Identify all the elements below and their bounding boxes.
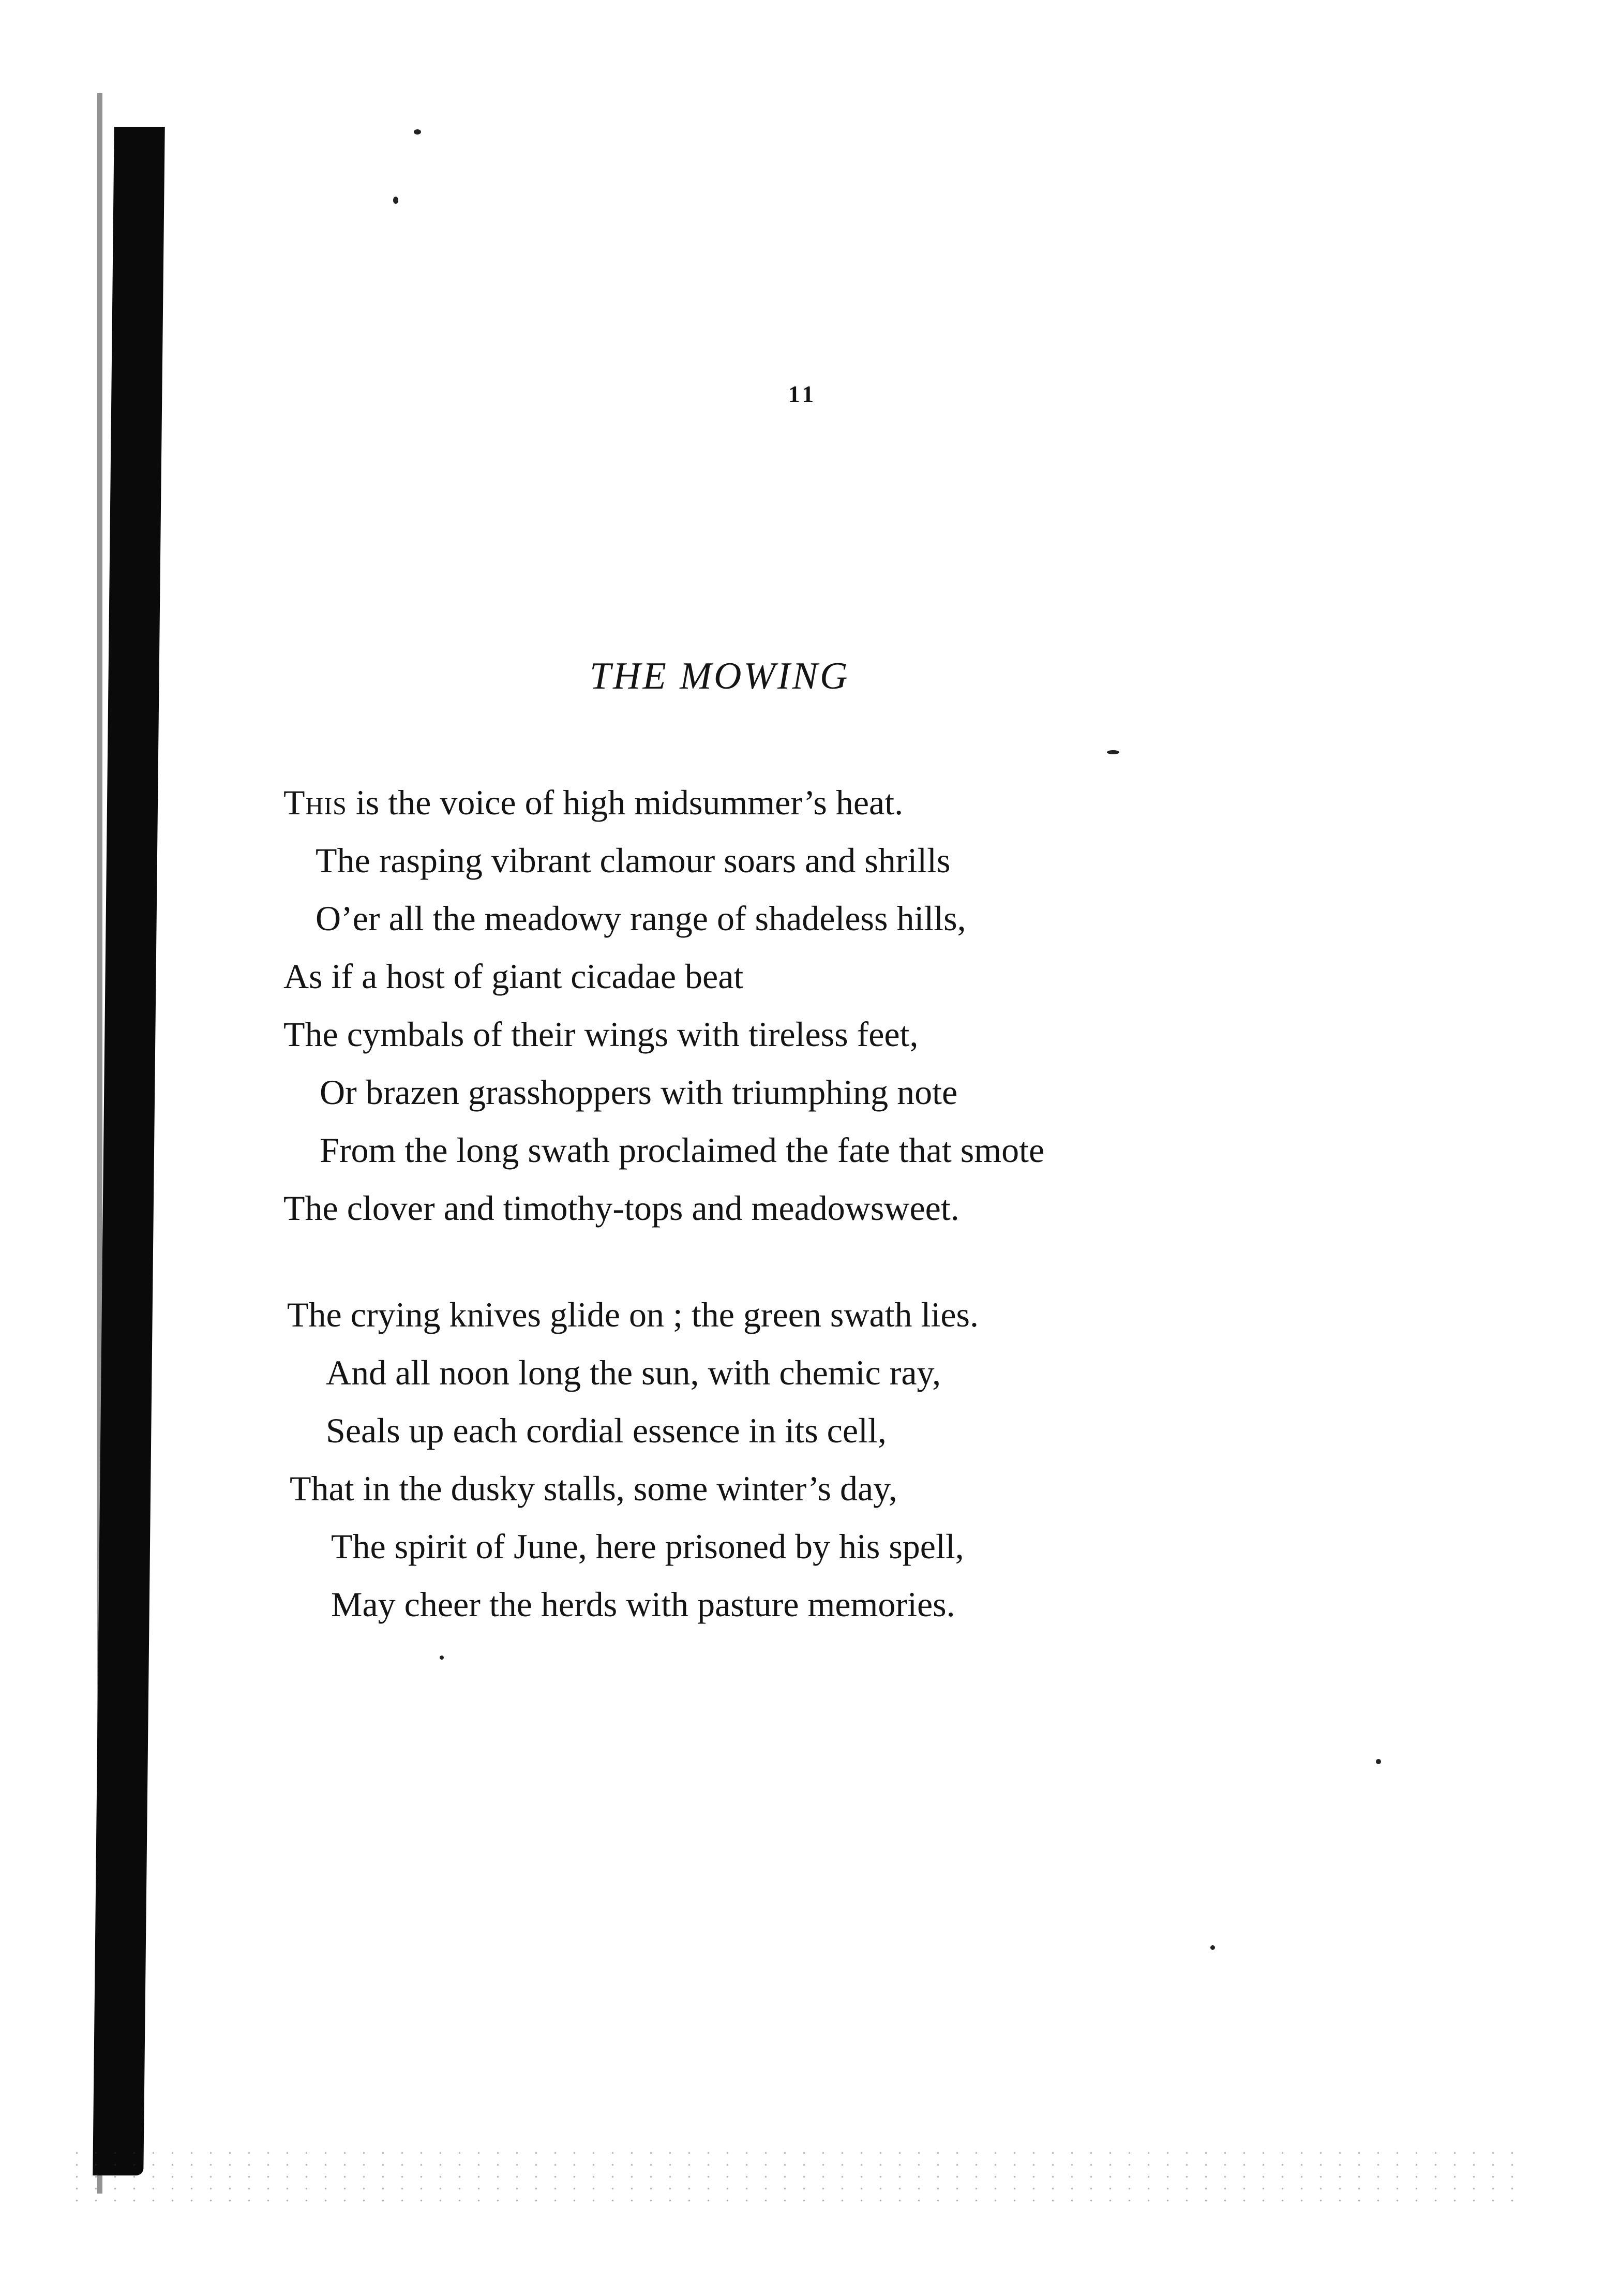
ink-speck: [393, 197, 398, 204]
ink-speck: [1210, 1945, 1215, 1950]
stanza-2: [0, 1286, 979, 1633]
scan-noise: [67, 2147, 1516, 2209]
poem-line: From the long swath proclaimed the fate that smote: [320, 1130, 1045, 1170]
ink-speck: [440, 1656, 444, 1660]
poem-line: Or brazen grasshoppers with triumphing note: [320, 1072, 958, 1112]
ink-speck: [414, 129, 421, 135]
poem-line: The cymbals of their wings with tireless feet,: [283, 1015, 919, 1054]
poem-title: THE MOWING: [590, 655, 850, 697]
poem-line: [283, 773, 1008, 831]
stanza-1: [0, 773, 1045, 1237]
poem-line: The clover and timothy-tops and meadowsweet.: [283, 1188, 959, 1228]
poem-line: O’er all the meadowy range of shadeless hills,: [316, 899, 966, 938]
page-number: 11: [788, 381, 817, 407]
line-text: is the voice of high midsummer’s heat.: [347, 783, 904, 822]
poem-line: The spirit of June, here prisoned by his spell,: [331, 1527, 964, 1566]
drop-initial-word: This: [283, 783, 347, 822]
poem-line: As if a host of giant cicadae beat: [283, 957, 744, 996]
poem-line: That in the dusky stalls, some winter’s day,: [290, 1469, 897, 1508]
poem-line: The crying knives glide on ; the green swath lies.: [287, 1295, 979, 1334]
ink-speck: [1107, 750, 1119, 754]
ink-speck: [1376, 1759, 1381, 1764]
poem-line: The rasping vibrant clamour soars and shrills: [316, 841, 951, 880]
poem-line: Seals up each cordial essence in its cell,: [326, 1411, 887, 1450]
poem-line: May cheer the herds with pasture memories.: [331, 1585, 955, 1624]
poem-line: And all noon long the sun, with chemic ray,: [326, 1353, 941, 1392]
